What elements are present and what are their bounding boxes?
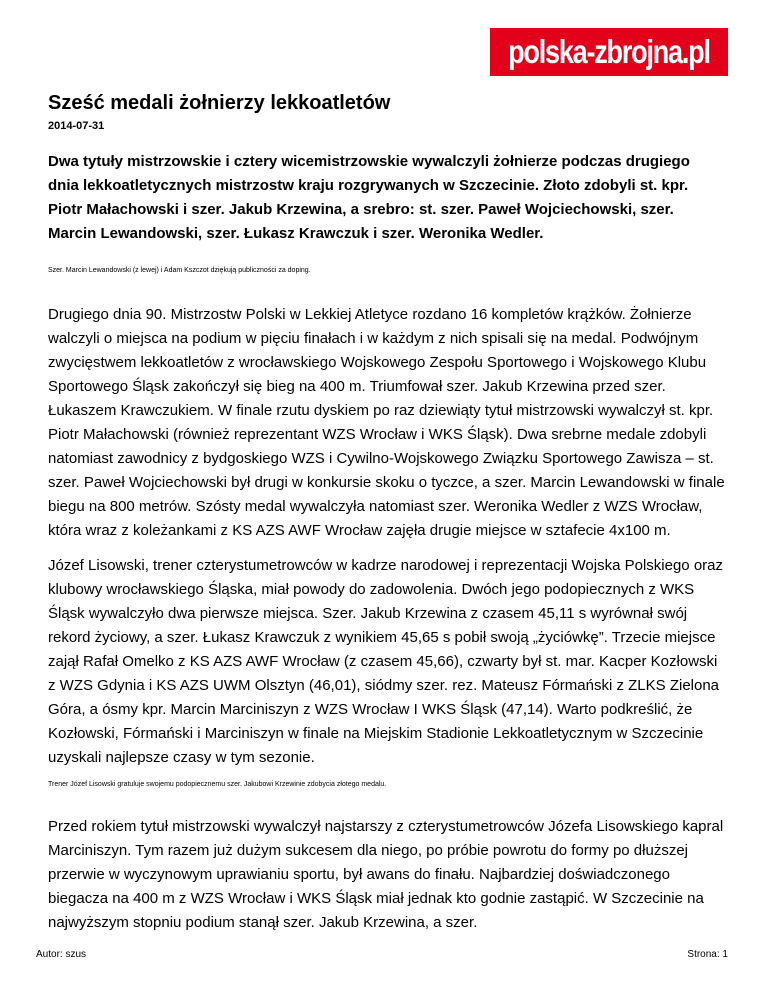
article-paragraph-1: Drugiego dnia 90. Mistrzostw Polski w Lekkiej Atletyce rozdano 16 kompletów krążków. Żołnierze walczyli o miejsca na podium w pięciu finałach i w każdym z nich spisali się na medal. Podwójnym zwycięstwem lekkoatletów z wrocławskiego Wojskowego Zespołu Sportowego i Wojskowego Klubu Sportowego Śląsk zakończył się bieg na 400 m. Triumfował szer. Jakub Krzewina przed szer. Łukaszem Krawczukiem. W finale rzutu dyskiem po raz dziewiąty tytuł mistrzowski wywalczył st. kpr. Piotr Małachowski (również reprezentant WZS Wrocław i WKS Śląsk). Dwa srebrne medale zdobyli natomiast zawodnicy z bydgoskiego WZS i Cywilno-Wojskowego Związku Sportowego Zawisza – st. szer. Paweł Wojciechowski był drugi w konkursie skoku o tyczce, a szer. Marcin Lewandowski w finale biegu na 800 metrów. Szósty medal wywalczyła natomiast szer. Weronika Wedler z WZS Wrocław, która wraz z koleżankami z KS AZS AWF Wrocław zajęła drugie miejsce w sztafecie 4x100 m. (48, 306, 725, 539)
photo-caption-2: Trener Józef Lisowski gratuluje swojemu podopiecznemu szer. Jakubowi Krzewinie zdobycia złotego medalu. (48, 781, 387, 788)
footer-author: Autor: szus (36, 949, 87, 960)
article-paragraph-3: Przed rokiem tytuł mistrzowski wywalczył najstarszy z czterystumetrowców Józefa Lisowskiego kapral Marciniszyn. Tym razem już dużym sukcesem dla niego, po próbie powrotu do formy po dłuższej przerwie w wyczynowym uprawianiu sportu, był awans do finału. Najbardziej doświadczonego biegacza na 400 m z WZS Wrocław i WKS Śląsk miał jednak kto godnie zastąpić. W Szczecinie na najwyższym stopniu podium stanął szer. Jakub Krzewina, a szer. (48, 818, 724, 931)
article-lead: Dwa tytuły mistrzowskie i cztery wicemistrzowskie wywalczyli żołnierze podczas drugiego dnia lekkoatletycznych mistrzostw kraju rozgrywanych w Szczecinie. Złoto zdobyli st. kpr. Piotr Małachowski i szer. Jakub Krzewina, a srebro: st. szer. Paweł Wojciechowski, szer. Marcin Lewandowski, szer. Łukasz Krawczuk i szer. Weronika Wedler. (48, 153, 690, 242)
article-paragraph-2: Józef Lisowski, trener czterystumetrowców w kadrze narodowej i reprezentacji Wojska Polskiego oraz klubowy wrocławskiego Śląska, miał powody do zadowolenia. Dwóch jego podopiecznych z WKS Śląsk wywalczyło dwa pierwsze miejsca. Szer. Jakub Krzewina z czasem 45,11 s wyrównał swój rekord życiowy, a szer. Łukasz Krawczuk z wynikiem 45,65 s pobił swoją „życiówkę”. Trzecie miejsce zajął Rafał Omelko z KS AZS AWF Wrocław (z czasem 45,66), czwarty był st. mar. Kacper Kozłowski z WZS Gdynia i KS AZS UWM Olsztyn (46,01), siódmy szer. rez. Mateusz Fórmański z ZLKS Zielona Góra, a ósmy kpr. Marcin Marciniszyn z WZS Wrocław I WKS Śląsk (47,14). Warto podkreślić, że Kozłowski, Fórmański i Marciniszyn w finale na Miejskim Stadionie Lekkoatletycznym w Szczecinie uzyskali najlepsze czasy w tym sezonie. (48, 557, 723, 766)
photo-caption-1: Szer. Marcin Lewandowski (z lewej) i Adam Kszczot dziękują publiczności za doping. (48, 267, 311, 274)
site-logo-text: polska-zbrojna.pl (508, 33, 710, 70)
site-logo[interactable] (490, 28, 728, 76)
article-date: 2014-07-31 (48, 120, 105, 132)
article-title: Sześć medali żołnierzy lekkoatletów (48, 92, 391, 114)
footer-page-number: Strona: 1 (687, 949, 728, 960)
